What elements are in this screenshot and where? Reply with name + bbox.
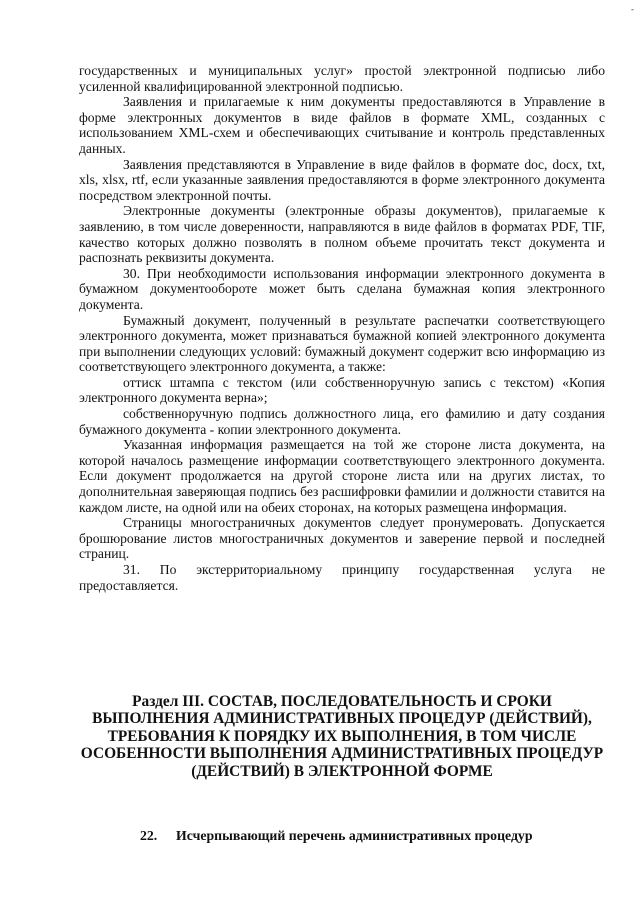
paragraph: 31. По экстерриториальному принципу государственная услуга не предоставляется. — [79, 562, 605, 593]
subheading-text: Исчерпывающий перечень административных процедур — [176, 828, 533, 843]
paragraph: Страницы многостраничных документов следует пронумеровать. Допускается брошюрование листов многостраничных документов и заверение первой и последней страниц. — [79, 515, 605, 562]
subheading-number: 22. — [140, 828, 158, 843]
paragraph: Бумажный документ, полученный в результате распечатки соответствующего электронного документа, может признаваться бумажной копией электронного документа при выполнении следующих условий: бумажный документ содержит всю информацию из соответствующего электронного документа, а также: — [79, 312, 605, 375]
paragraph: Заявления представляются в Управление в виде файлов в формате doc, docx, txt, xls, xlsx, rtf, если указанные заявления предоставляются в форме электронного документа посредством электронной почты. — [79, 156, 605, 203]
paragraph: государственных и муниципальных услуг» простой электронной подписью либо усиленной квалифицированной электронной подписью. — [79, 63, 605, 94]
section-title: Раздел III. СОСТАВ, ПОСЛЕДОВАТЕЛЬНОСТЬ И СРОКИ ВЫПОЛНЕНИЯ АДМИНИСТРАТИВНЫХ ПРОЦЕДУР (ДЕЙСТВИЙ), ТРЕБОВАНИЯ К ПОРЯДКУ ИХ ВЫПОЛНЕНИЯ, В ТОМ ЧИСЛЕ ОСОБЕННОСТИ ВЫПОЛНЕНИЯ АДМИНИСТРАТИВНЫХ ПРОЦЕДУР (ДЕЙСТВИЙ) В ЭЛЕКТРОННОЙ ФОРМЕ — [80, 693, 604, 780]
paragraph: Электронные документы (электронные образы документов), прилагаемые к заявлению, в том числе доверенности, направляются в виде файлов в форматах PDF, TIF, качество которых должно позволять в полном объеме прочитать текст документа и распознать реквизиты документа. — [79, 203, 605, 266]
paragraph: 30. При необходимости использования информации электронного документа в бумажном документообороте может быть сделана бумажная копия электронного документа. — [79, 265, 605, 312]
subheading — [140, 828, 600, 844]
paragraph: оттиск штампа с текстом (или собственноручную запись с текстом) «Копия электронного документа верна»; — [79, 374, 605, 406]
paragraph: Заявления и прилагаемые к ним документы предоставляются в Управление в форме электронных документов в виде файлов в формате XML, созданных с использованием XML-схем и обеспечивающих считывание и контроль представленных данных. — [79, 94, 605, 156]
paragraph: собственноручную подпись должностного лица, его фамилию и дату создания бумажного документа - копии электронного документа. — [79, 406, 605, 437]
corner-mark: - — [631, 4, 634, 14]
paragraph: Указанная информация размещается на той же стороне листа документа, на которой началось размещение информации соответствующего электронного документа. Если документ продолжается на другой стороне листа или на других листах, то дополнительная заверяющая подпись без расшифровки фамилии и должности ставится на каждом листе, на одной или на обеих сторонах, на которых размещена информация. — [79, 437, 605, 515]
body-text — [79, 63, 605, 593]
